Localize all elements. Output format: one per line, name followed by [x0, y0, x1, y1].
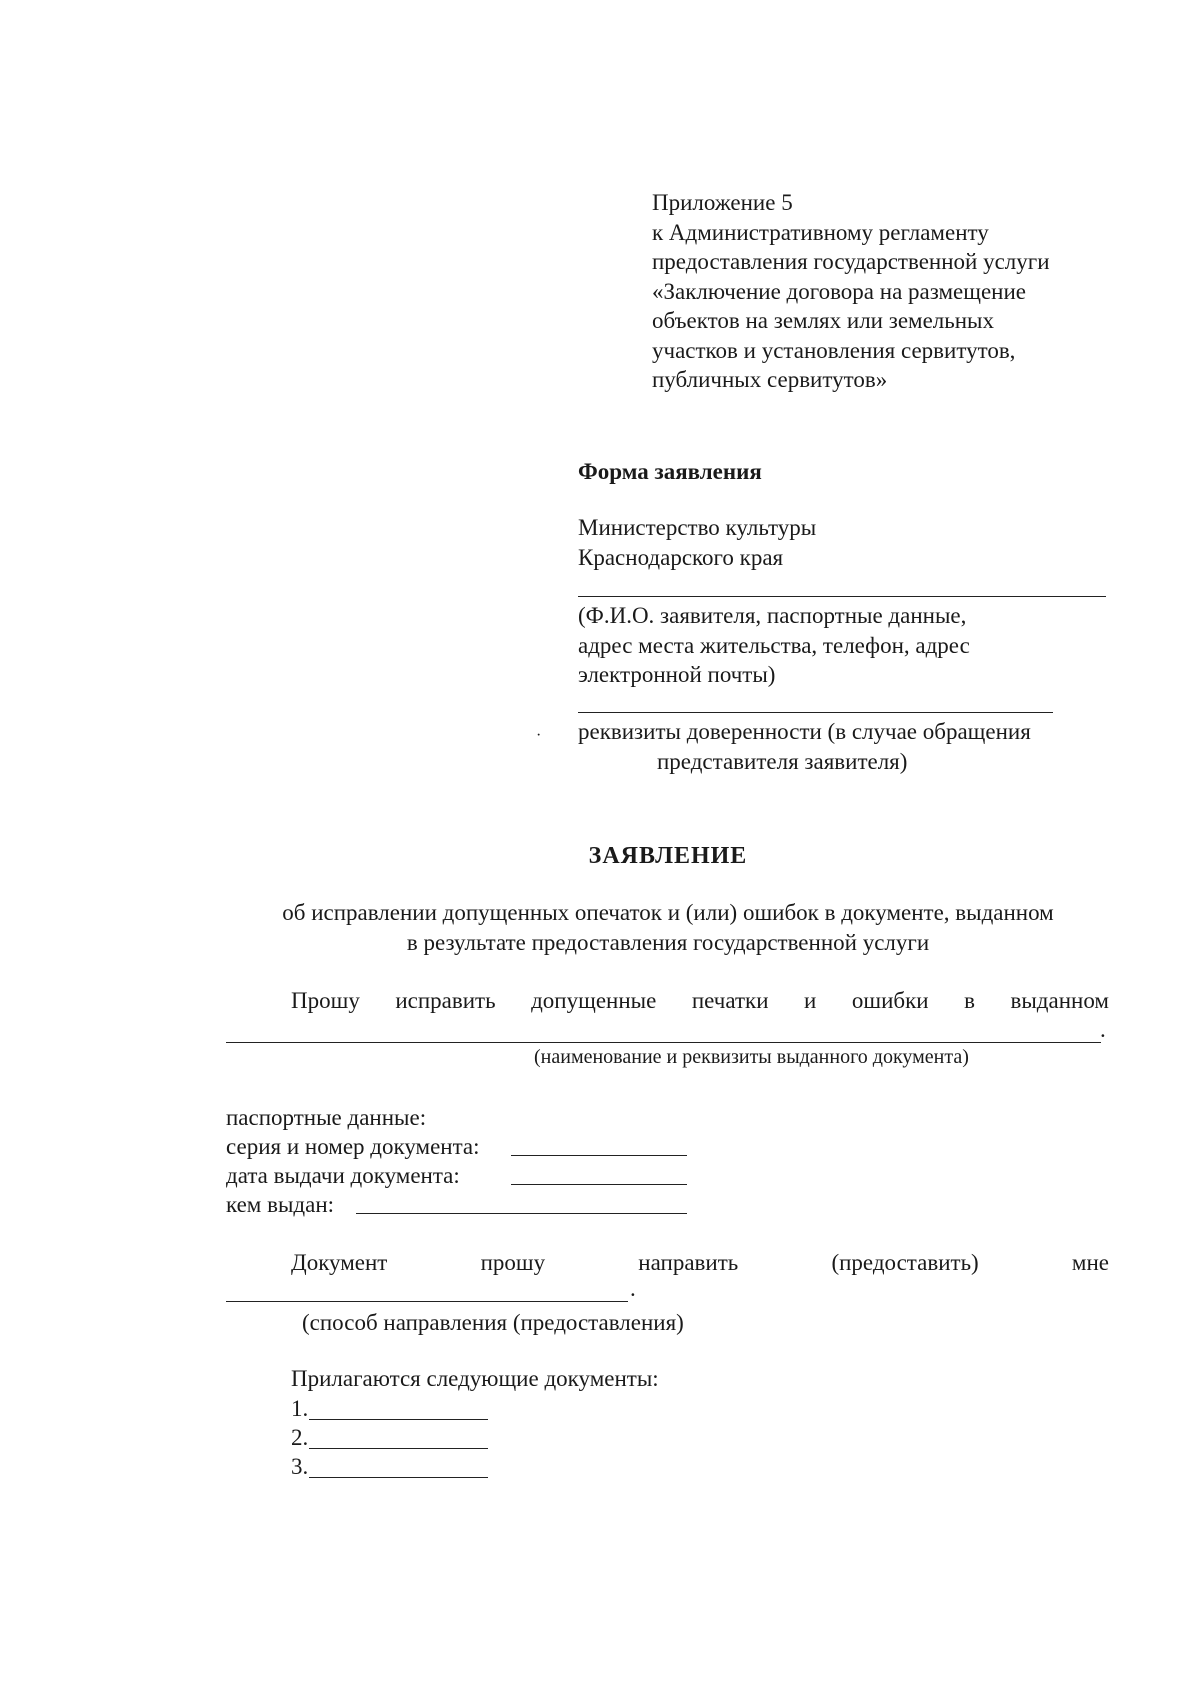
attachment-item-number: 1.	[291, 1396, 309, 1421]
document-line-end: .	[1100, 1017, 1106, 1042]
representative-fill-line[interactable]	[578, 712, 1053, 713]
attachment-fill-line[interactable]	[309, 1477, 488, 1478]
issue-date-fill-line[interactable]	[511, 1184, 687, 1185]
series-fill-line[interactable]	[511, 1155, 687, 1156]
request-sentence	[291, 988, 1109, 1014]
request-word: печатки	[691, 988, 769, 1013]
recipient-line-2: Краснодарского края	[578, 545, 784, 570]
attachments-header: Прилагаются следующие документы:	[291, 1366, 659, 1391]
representative-caption-line-1: реквизиты доверенности (в случае обращения	[578, 719, 1031, 744]
issued-by-fill-line[interactable]	[356, 1213, 687, 1214]
subheading-line-2: в результате предоставления государственной услуги	[406, 930, 930, 955]
delivery-fill-line[interactable]	[226, 1301, 628, 1302]
appendix-line: объектов на землях или земельных	[652, 308, 995, 333]
request-word: в	[964, 988, 975, 1013]
request-word: исправить	[395, 988, 496, 1013]
passport-header: паспортные данные:	[226, 1105, 427, 1130]
form-title: Форма заявления	[578, 459, 762, 484]
representative-caption-line-2: представителя заявителя)	[657, 749, 908, 774]
applicant-caption	[578, 601, 970, 690]
attachment-item-number: 2.	[291, 1425, 309, 1450]
appendix-note	[652, 188, 1050, 395]
document-fill-line[interactable]	[226, 1042, 1101, 1043]
appendix-line: Приложение 5	[652, 190, 793, 215]
request-word: выданном	[1010, 988, 1109, 1013]
applicant-caption-line-2: адрес места жительства, телефон, адрес	[578, 632, 970, 658]
request-word: и	[804, 988, 817, 1013]
applicant-caption-line-3: электронной почты)	[578, 662, 776, 687]
recipient-line-1: Министерство культуры	[578, 515, 817, 540]
issue-date-label: дата выдачи документа:	[226, 1163, 460, 1188]
delivery-word: прошу	[480, 1250, 546, 1275]
recipient	[578, 513, 816, 573]
appendix-line: публичных сервитутов»	[652, 367, 888, 392]
attachment-fill-line[interactable]	[309, 1419, 488, 1420]
applicant-caption-line-1: (Ф.И.О. заявителя, паспортные данные,	[578, 603, 967, 628]
appendix-line: участков и установления сервитутов,	[652, 337, 1016, 363]
delivery-line-end: .	[630, 1276, 636, 1301]
document-heading: ЗАЯВЛЕНИЕ	[588, 843, 748, 869]
delivery-sentence	[291, 1250, 1109, 1276]
appendix-line: предоставления государственной услуги	[652, 249, 1050, 274]
attachment-fill-line[interactable]	[309, 1448, 488, 1449]
document-caption: (наименование и реквизиты выданного документа)	[534, 1046, 969, 1068]
issued-by-label: кем выдан:	[226, 1192, 335, 1217]
delivery-word: направить	[638, 1250, 739, 1275]
request-word: Прошу	[291, 988, 360, 1013]
request-word: ошибки	[851, 988, 929, 1013]
delivery-caption: (способ направления (предоставления)	[302, 1310, 684, 1335]
delivery-word: Документ	[291, 1250, 388, 1275]
appendix-line: «Заключение договора на размещение	[652, 278, 1027, 304]
stray-dot: ·	[536, 727, 542, 744]
subheading-line-1: об исправлении допущенных опечаток и (или) ошибок в документе, выданном	[282, 900, 1054, 925]
delivery-word: мне	[1071, 1250, 1109, 1275]
attachment-item-number: 3.	[291, 1454, 309, 1479]
appendix-line: к Административному регламенту	[652, 219, 989, 245]
applicant-fill-line[interactable]	[578, 596, 1106, 597]
delivery-word: (предоставить)	[831, 1250, 979, 1275]
request-word: допущенные	[531, 988, 657, 1013]
series-label: серия и номер документа:	[226, 1134, 480, 1159]
